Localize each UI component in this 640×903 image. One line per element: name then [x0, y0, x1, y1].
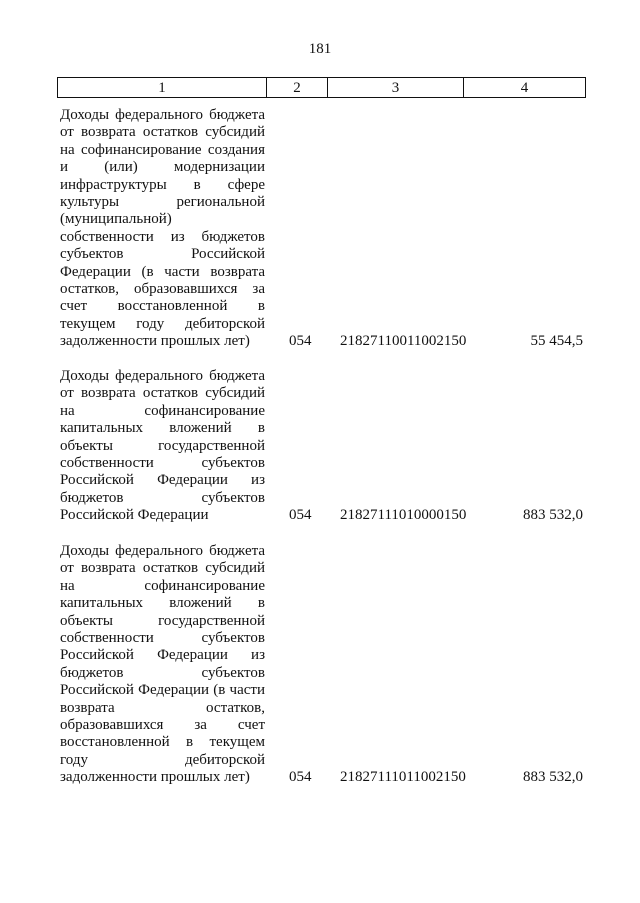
row-admin-code: 054: [289, 507, 312, 523]
column-header-row: [58, 78, 586, 98]
column-header-1: 1: [58, 78, 267, 98]
column-header-2: 2: [267, 78, 328, 98]
row-admin-code: 054: [289, 333, 312, 349]
row-description: Доходы федерального бюджета от возврата остатков субсидий на софинансирование создания и (или) модернизации инфраструктуры в сфере культуры региональной (муниципальной) собственности из бюджетов субъектов Российской Федерации (в части возврата остатков, образовавшихся за счет восстановленной в текущем году дебиторской задолженности прошлых лет): [60, 107, 265, 350]
row-description: Доходы федерального бюджета от возврата остатков субсидий на софинансирование капитальных вложений в объекты государственной собственности субъектов Российской Федерации из бюджетов субъектов Российской Федерации: [60, 368, 265, 524]
column-header-table: [57, 77, 586, 98]
row-kbk-code: 21827111010000150: [340, 507, 467, 523]
column-header-4: 4: [464, 78, 586, 98]
row-admin-code: 054: [289, 769, 312, 785]
row-kbk-code: 21827110011002150: [340, 333, 467, 349]
page-number: 181: [308, 41, 332, 57]
row-description: Доходы федерального бюджета от возврата остатков субсидий на софинансирование капитальных вложений в объекты государственной собственности субъектов Российской Федерации из бюджетов субъектов Российской Федерации (в части возврата остатков, образовавшихся за счет восстановленной в текущем году дебиторской задолженности прошлых лет): [60, 543, 265, 786]
row-kbk-code: 21827111011002150: [340, 769, 466, 785]
row-amount: 883 532,0: [523, 769, 583, 785]
row-amount: 883 532,0: [523, 507, 583, 523]
column-header-3: 3: [328, 78, 464, 98]
row-amount: 55 454,5: [530, 333, 583, 349]
